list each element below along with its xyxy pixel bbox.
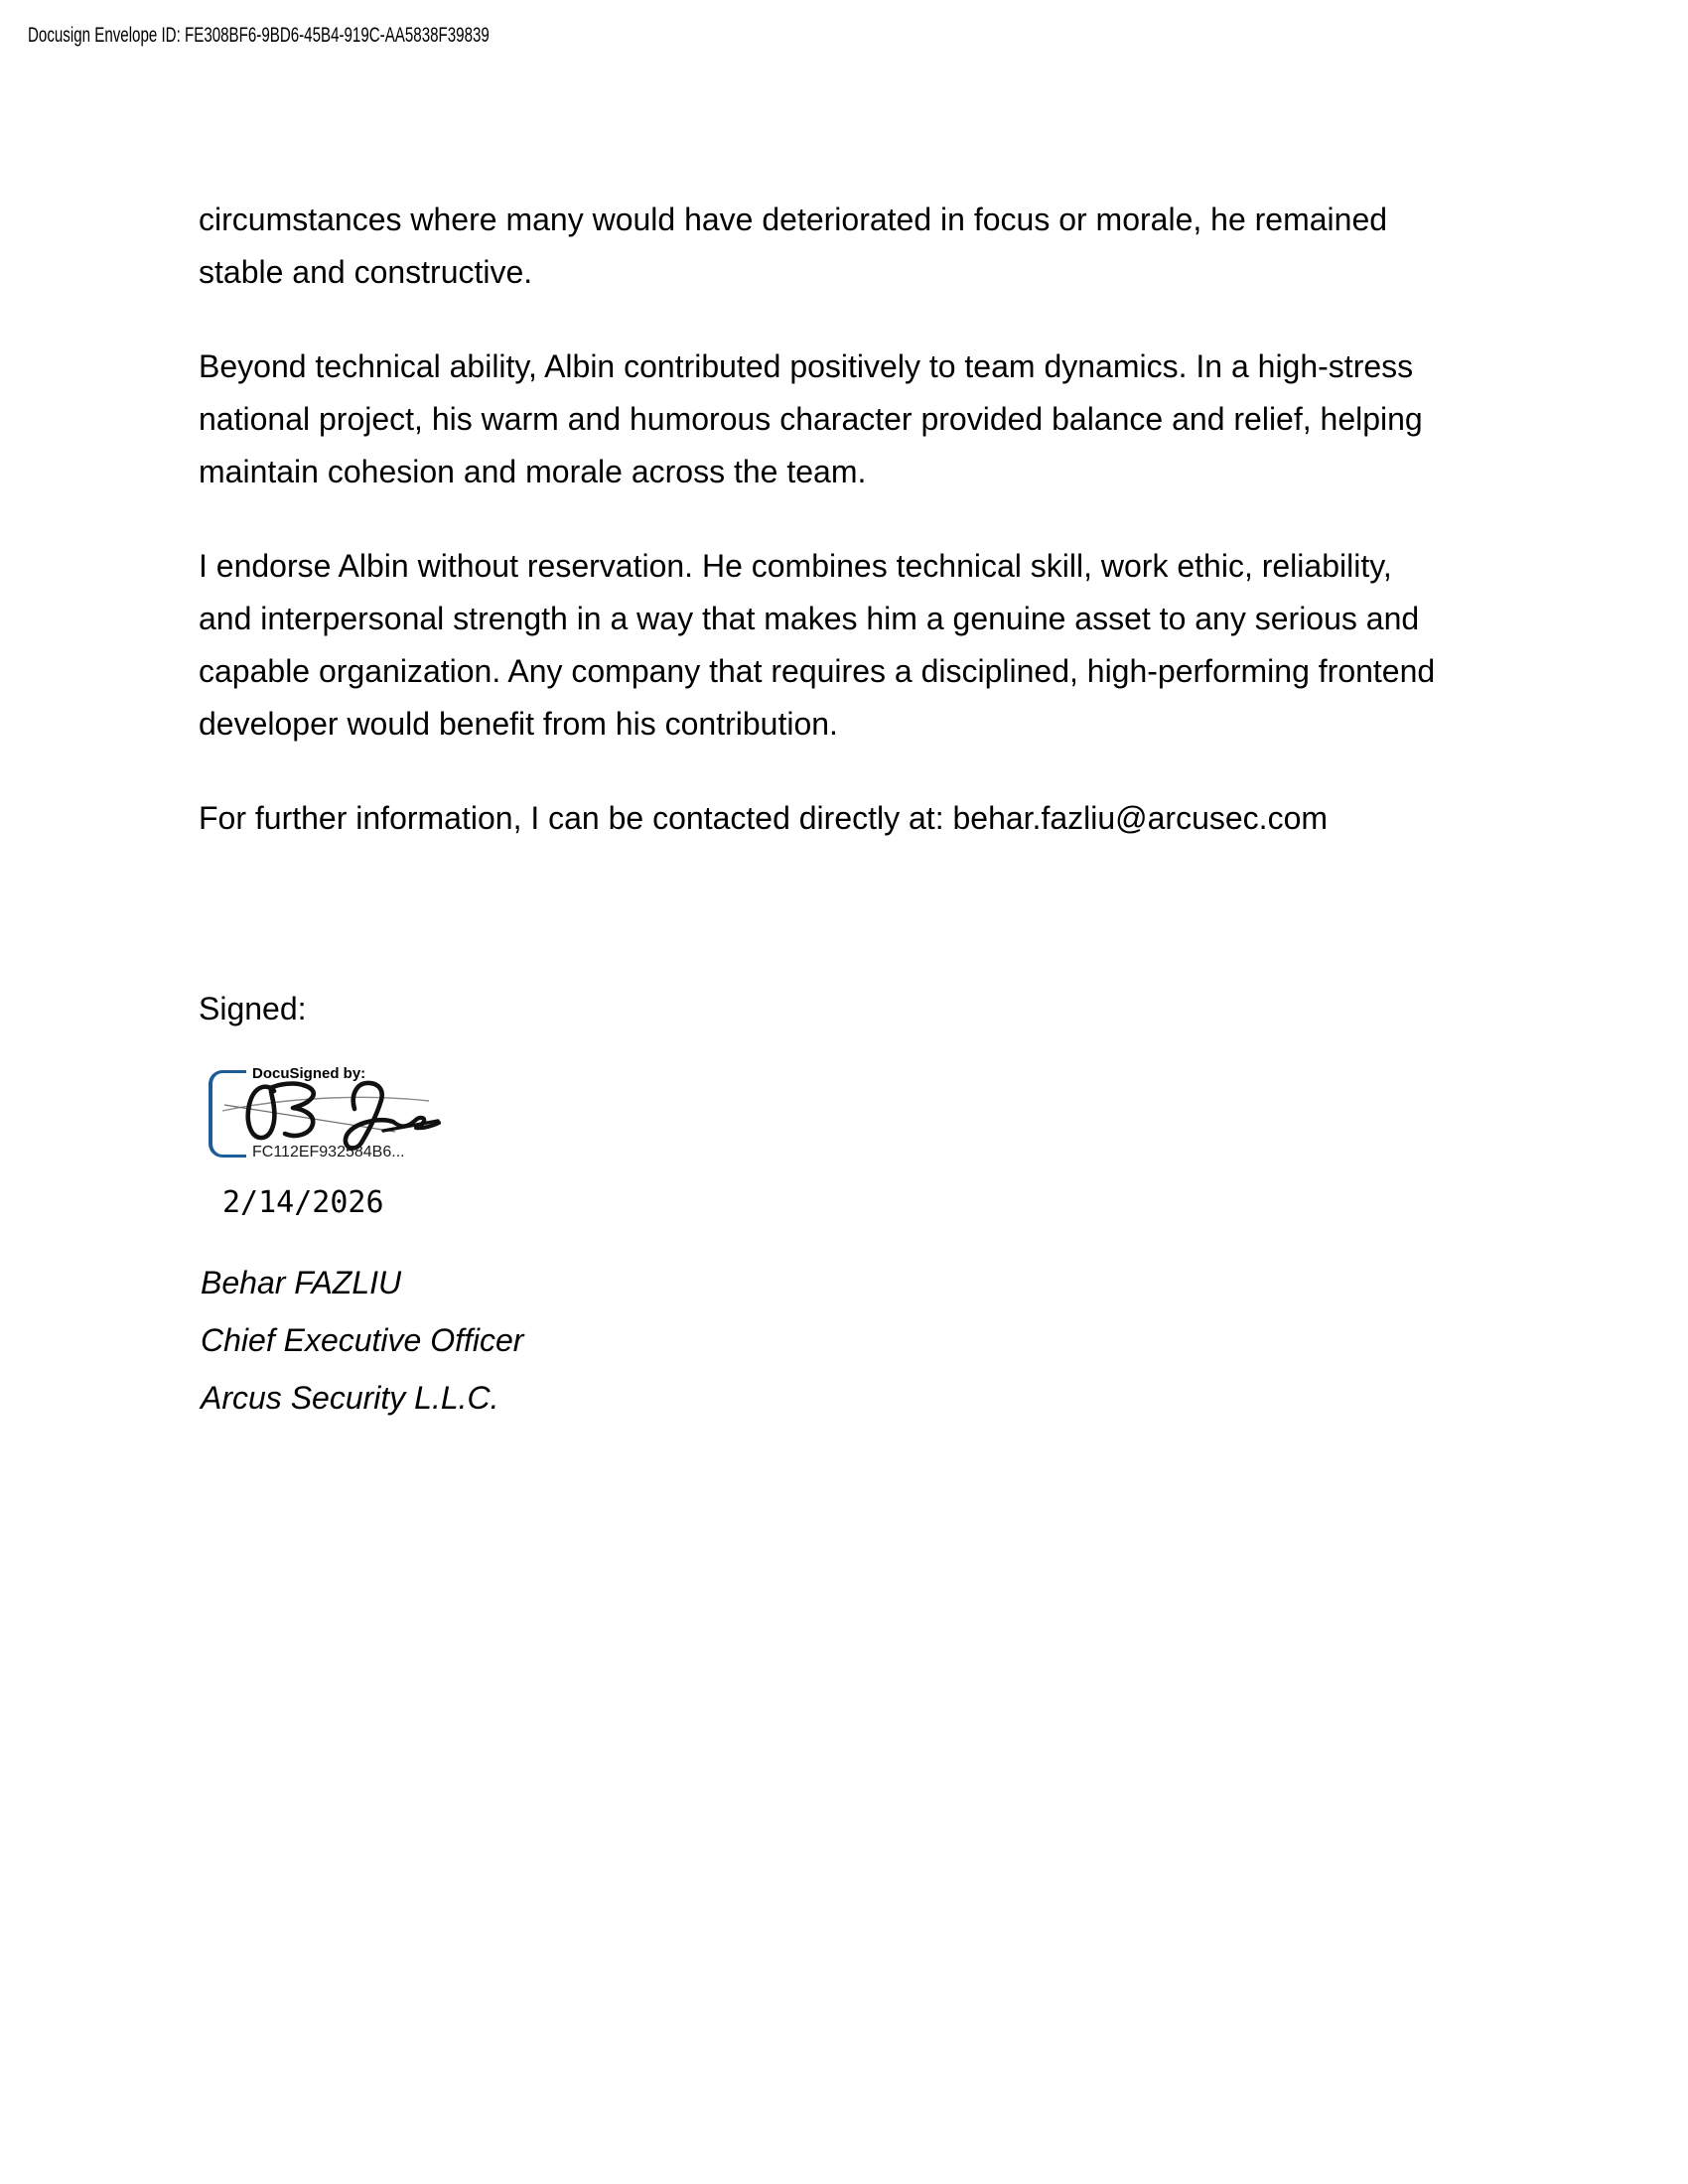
- signatory-name: Behar FAZLIU: [201, 1265, 402, 1300]
- paragraph-line: capable organization. Any company that requires a disciplined, high-performing frontend: [199, 653, 1436, 689]
- paragraph-line: Beyond technical ability, Albin contributed positively to team dynamics. In a high-stress: [199, 348, 1414, 384]
- paragraph: [199, 341, 1509, 498]
- envelope-id-header: Docusign Envelope ID: FE308BF6-9BD6-45B4-919C-AA5838F39839: [28, 24, 490, 47]
- docusigned-by-label: DocuSigned by:: [252, 1065, 366, 1082]
- paragraph-line: circumstances where many would have deteriorated in focus or morale, he remained: [199, 202, 1388, 237]
- paragraph-line: and interpersonal strength in a way that makes him a genuine asset to any serious and: [199, 601, 1420, 636]
- paragraph-line: maintain cohesion and morale across the team.: [199, 454, 867, 489]
- letter-body: [199, 194, 1509, 887]
- paragraph-line: developer would benefit from his contribution.: [199, 706, 838, 742]
- paragraph-line: national project, his warm and humorous character provided balance and relief, helping: [199, 401, 1423, 437]
- paragraph-contact: [199, 792, 1509, 845]
- signatory-title: Chief Executive Officer: [201, 1322, 524, 1358]
- signature-date: 2/14/2026: [222, 1185, 384, 1220]
- paragraph-line: stable and constructive.: [199, 254, 533, 290]
- signatory-block: [201, 1254, 523, 1427]
- signature-id: FC112EF932584B6...: [252, 1144, 405, 1160]
- signatory-company: Arcus Security L.L.C.: [201, 1380, 499, 1416]
- paragraph-line: I endorse Albin without reservation. He combines technical skill, work ethic, reliability,: [199, 548, 1392, 584]
- docusign-signature-block: [209, 1064, 516, 1167]
- paragraph: [199, 540, 1509, 751]
- contact-line: For further information, I can be contacted directly at: behar.fazliu@arcusec.com: [199, 800, 1329, 836]
- signature-scrawl: [218, 1075, 451, 1153]
- paragraph: [199, 194, 1509, 299]
- signed-label: Signed:: [199, 991, 307, 1026]
